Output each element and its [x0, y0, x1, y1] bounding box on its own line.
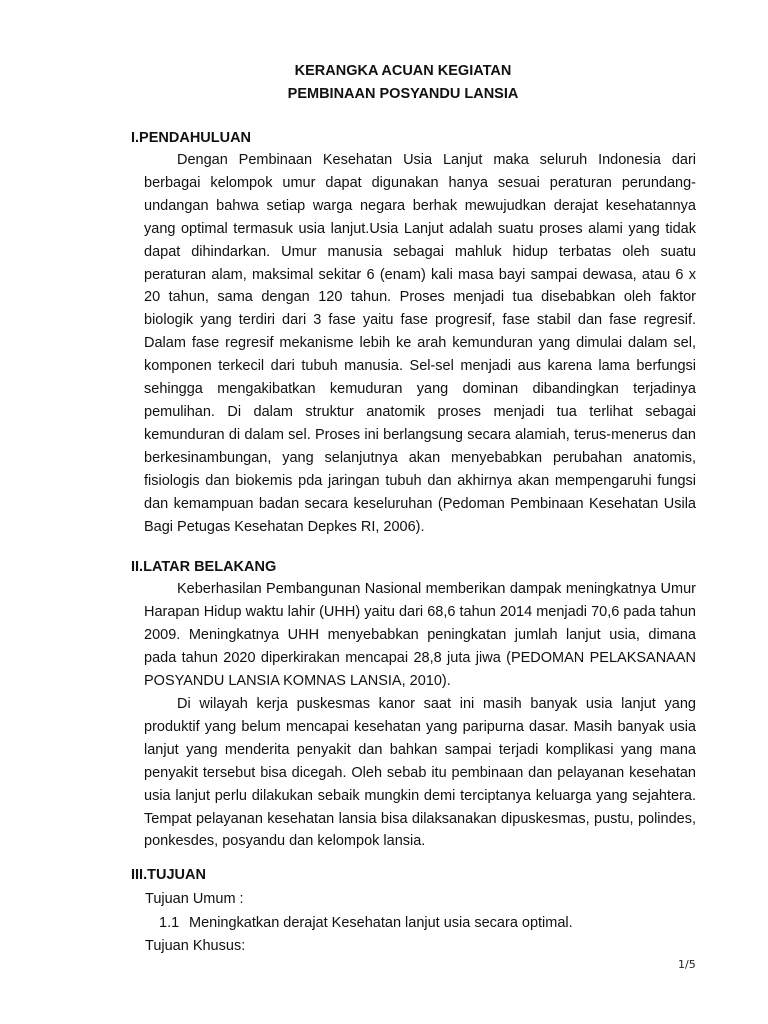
document-title-line-2: PEMBINAAN POSYANDU LANSIA	[287, 86, 519, 102]
tujuan-umum-label: Tujuan Umum :	[145, 891, 244, 907]
tujuan-item-text: Meningkatkan derajat Kesehatan lanjut usia secara optimal.	[189, 915, 573, 931]
tujuan-list-item	[159, 914, 573, 932]
page-number: 1/5	[678, 958, 696, 971]
section-heading-latar-belakang: II.LATAR BELAKANG	[131, 559, 277, 575]
paragraph-latar-belakang-2: Di wilayah kerja puskesmas kanor saat ini masih banyak usia lanjut yang produktif yang belum mencapai kesehatan yang paripurna dasar. Masih banyak usia lanjut yang menderita penyakit dan bahkan sampai terjadi komplikasi yang mana penyakit tersebut bisa dicegah. Oleh sebab itu pembinaan dan pelayanan kesehatan usia lanjut perlu dilakukan sebaik mungkin demi terciptanya keluarga yang sejahtera. Tempat pelayanan kesehatan lansia bisa dilaksanakan dipuskesmas, pustu, polindes, ponkesdes, posyandu dan kelompok lansia.	[144, 696, 696, 850]
tujuan-khusus-label: Tujuan Khusus:	[145, 938, 246, 954]
paragraph-pendahuluan: Dengan Pembinaan Kesehatan Usia Lanjut maka seluruh Indonesia dari berbagai kelompok umur dapat digunakan hanya sesuai peraturan perundang-undangan bahwa setiap warga negara berhak mewujudkan derajat kesehatannya yang optimal termasuk usia lanjut.Usia Lanjut adalah suatu proses alami yang tidak dapat dihindarkan. Umur manusia sebagai mahluk hidup terbatas oleh suatu peraturan alam, maksimal sekitar 6 (enam) kali masa bayi sampai dewasa, atau 6 x 20 tahun, sama dengan 120 tahun. Proses menjadi tua disebabkan oleh faktor biologik yang terdiri dari 3 fase yaitu fase progresif, fase stabil dan fase regresif. Dalam fase regresif mekanisme lebih ke arah kemunduran yang dimulai dalam sel, komponen terkecil dari tubuh manusia. Sel-sel menjadi aus karena lama berfungsi sehingga mengakibatkan kemuduran yang dominan dibandingkan terjadinya pemulihan. Di dalam struktur anatomik proses menjadi tua terlihat sebagai kemunduran di dalam sel. Proses ini berlangsung secara alamiah, terus-menerus dan berkesinambungan, yang selanjutnya akan menyebabkan perubahan anatomis, fisiologis dan biokemis pda jaringan tubuh dan akhirnya akan mempengaruhi fungsi dan kemampuan badan secara keseluruhan (Pedoman Pembinaan Kesehatan Usila Bagi Petugas Kesehatan Depkes RI, 2006).	[144, 152, 696, 535]
paragraph-latar-belakang-1: Keberhasilan Pembangunan Nasional memberikan dampak meningkatnya Umur Harapan Hidup waktu lahir (UHH) yaitu dari 68,6 tahun 2014 menjadi 70,6 pada tahun 2009. Meningkatnya UHH menyebabkan peningkatan jumlah lanjut usia, dimana pada tahun 2020 diperkirakan mencapai 28,8 juta jiwa (PEDOMAN PELAKSANAAN POSYANDU LANSIA KOMNAS LANSIA, 2010).	[144, 581, 696, 689]
section-heading-tujuan: III.TUJUAN	[131, 867, 206, 883]
section-heading-pendahuluan: I.PENDAHULUAN	[131, 130, 252, 146]
document-title-line-1: KERANGKA ACUAN KEGIATAN	[294, 63, 512, 79]
tujuan-item-number: 1.1	[159, 915, 180, 931]
